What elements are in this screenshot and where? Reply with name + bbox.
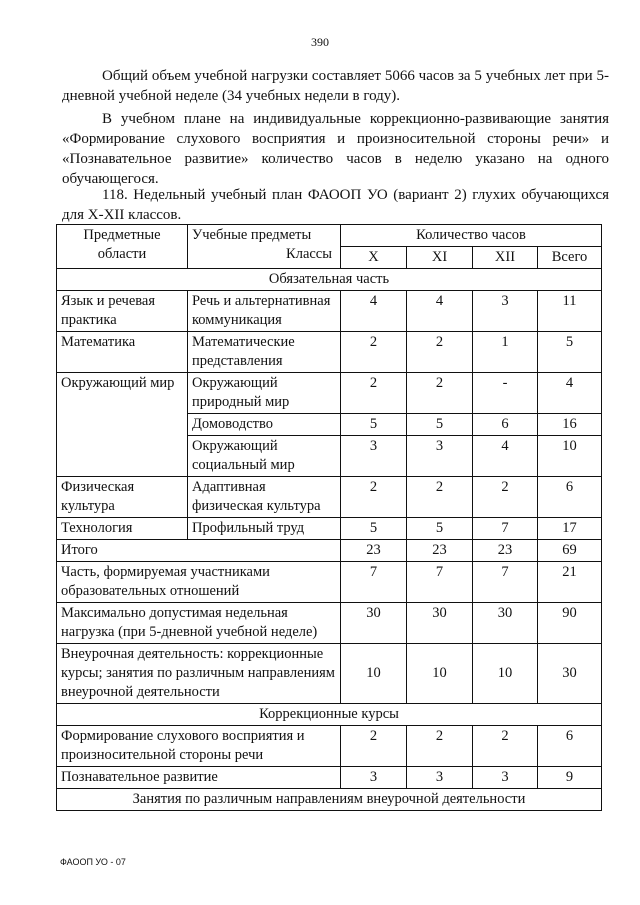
subject-cell: Адаптивная физическая культура [188, 477, 341, 518]
value-cell: 4 [407, 291, 473, 332]
value-cell: 1 [473, 332, 538, 373]
header-subjects-cell [188, 225, 341, 269]
header-grade: XI [407, 247, 473, 269]
header-grade: X [341, 247, 407, 269]
value-cell: 30 [341, 603, 407, 644]
correction-row [57, 726, 602, 767]
value-cell: 2 [341, 373, 407, 414]
weekly-curriculum-table [56, 224, 602, 811]
section-correction: Коррекционные курсы [57, 704, 602, 726]
section-row [57, 269, 602, 291]
area-cell: Технология [57, 518, 188, 540]
header-hours-label: Количество часов [341, 225, 602, 247]
area-cell: Математика [57, 332, 188, 373]
value-cell: 3 [407, 436, 473, 477]
subject-cell: Домоводство [188, 414, 341, 436]
table-row [57, 518, 602, 540]
value-cell: 2 [407, 373, 473, 414]
table-header-row [57, 225, 602, 247]
value-cell: 23 [341, 540, 407, 562]
summary-label: Внеурочная деятельность: коррекционные курсы; занятия по различным направлениям внеурочной деятельности [57, 644, 341, 704]
value-cell: 5 [407, 518, 473, 540]
value-cell: 10 [341, 644, 407, 704]
value-cell: - [473, 373, 538, 414]
value-cell: 3 [341, 436, 407, 477]
summary-row [57, 644, 602, 704]
value-cell: 69 [538, 540, 602, 562]
table-row [57, 332, 602, 373]
summary-row [57, 562, 602, 603]
value-cell: 7 [407, 562, 473, 603]
value-cell: 7 [473, 518, 538, 540]
summary-label: Итого [57, 540, 341, 562]
section-extracurricular: Занятия по различным направлениям внеурочной деятельности [57, 789, 602, 811]
value-cell: 30 [538, 644, 602, 704]
value-cell: 2 [407, 332, 473, 373]
value-cell: 5 [341, 518, 407, 540]
summary-label: Максимально допустимая недельная нагрузка (при 5-дневной учебной неделе) [57, 603, 341, 644]
value-cell: 2 [341, 726, 407, 767]
summary-row [57, 603, 602, 644]
value-cell: 9 [538, 767, 602, 789]
table-row [57, 373, 602, 414]
section-row [57, 789, 602, 811]
summary-label: Часть, формируемая участниками образовательных отношений [57, 562, 341, 603]
table-row [57, 477, 602, 518]
value-cell: 3 [407, 767, 473, 789]
value-cell: 5 [538, 332, 602, 373]
subject-cell: Окружающий природный мир [188, 373, 341, 414]
header-subject-area: Предметные области [57, 225, 188, 269]
value-cell: 6 [473, 414, 538, 436]
value-cell: 2 [341, 477, 407, 518]
area-cell: Физическая культура [57, 477, 188, 518]
value-cell: 2 [341, 332, 407, 373]
value-cell: 2 [473, 477, 538, 518]
value-cell: 23 [407, 540, 473, 562]
value-cell: 16 [538, 414, 602, 436]
value-cell: 2 [407, 726, 473, 767]
value-cell: 4 [341, 291, 407, 332]
subject-cell: Математические представления [188, 332, 341, 373]
value-cell: 4 [473, 436, 538, 477]
correction-row [57, 767, 602, 789]
value-cell: 30 [407, 603, 473, 644]
value-cell: 7 [473, 562, 538, 603]
value-cell: 6 [538, 477, 602, 518]
document-footer: ФАООП УО - 07 [60, 857, 126, 867]
paragraph-correction-note: В учебном плане на индивидуальные коррекционно-развивающие занятия «Формирование слухового восприятия и произносительной стороны речи» и «Познавательное развитие» количество часов в неделю указано на одного обучающегося. [62, 111, 609, 187]
value-cell: 5 [407, 414, 473, 436]
area-cell: Окружающий мир [57, 373, 188, 477]
page-number: 390 [311, 35, 329, 49]
value-cell: 30 [473, 603, 538, 644]
subject-cell: Профильный труд [188, 518, 341, 540]
value-cell: 17 [538, 518, 602, 540]
value-cell: 5 [341, 414, 407, 436]
header-subjects: Учебные предметы [192, 227, 312, 243]
subject-cell: Окружающий социальный мир [188, 436, 341, 477]
value-cell: 6 [538, 726, 602, 767]
summary-row [57, 540, 602, 562]
value-cell: 90 [538, 603, 602, 644]
section-row [57, 704, 602, 726]
paragraph-table-caption: 118. Недельный учебный план ФАООП УО (вариант 2) глухих обучающихся для X-XII классов. [62, 187, 609, 223]
value-cell: 10 [473, 644, 538, 704]
value-cell: 3 [473, 767, 538, 789]
area-cell: Язык и речевая практика [57, 291, 188, 332]
paragraph-total-load: Общий объем учебной нагрузки составляет 5066 часов за 5 учебных лет при 5-дневной учебной неделе (34 учебных недели в году). [62, 68, 609, 104]
value-cell: 10 [407, 644, 473, 704]
value-cell: 3 [473, 291, 538, 332]
value-cell: 21 [538, 562, 602, 603]
value-cell: 2 [473, 726, 538, 767]
value-cell: 3 [341, 767, 407, 789]
correction-label: Познавательное развитие [57, 767, 341, 789]
table-row [57, 291, 602, 332]
value-cell: 10 [538, 436, 602, 477]
value-cell: 11 [538, 291, 602, 332]
subject-cell: Речь и альтернативная коммуникация [188, 291, 341, 332]
header-grade: Всего [538, 247, 602, 269]
value-cell: 4 [538, 373, 602, 414]
section-mandatory: Обязательная часть [57, 269, 602, 291]
value-cell: 23 [473, 540, 538, 562]
header-classes-label: Классы [286, 246, 332, 262]
correction-label: Формирование слухового восприятия и произносительной стороны речи [57, 726, 341, 767]
value-cell: 2 [407, 477, 473, 518]
value-cell: 7 [341, 562, 407, 603]
header-grade: XII [473, 247, 538, 269]
